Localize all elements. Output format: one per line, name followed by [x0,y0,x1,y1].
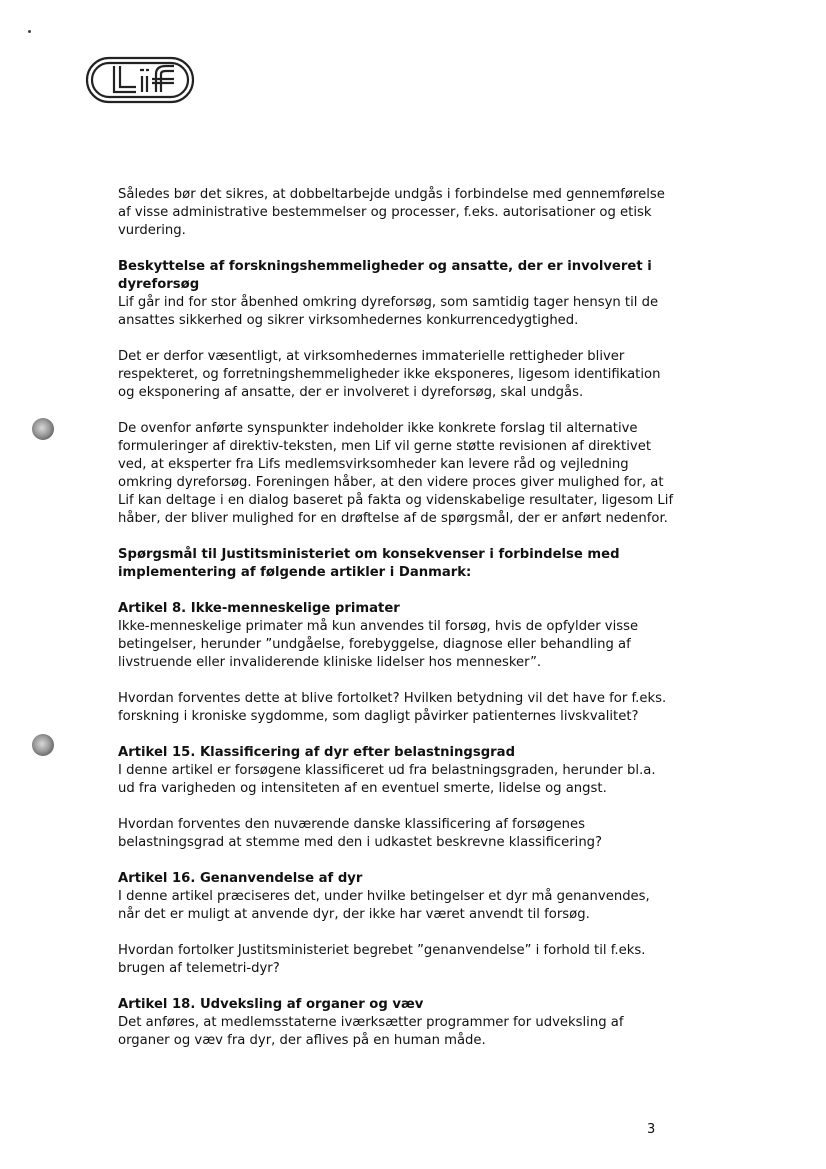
paragraph: Således bør det sikres, at dobbeltarbejde undgås i forbindelse med gennemførelse af visse administrative bestemmelser og processer, f.eks. autorisationer og etisk vurdering. [118,187,665,238]
paragraph: Hvordan forventes den nuværende danske klassificering af forsøgenes belastningsgrad at stemme med den i udkastet beskrevne klassificering? [118,817,603,850]
paragraph: I denne artikel præciseres det, under hvilke betingelser et dyr må genanvendes, når det er muligt at anvende dyr, der ikke har været anvendt til forsøg. [118,889,650,922]
page-number: 3 [647,1122,656,1137]
article-heading: Artikel 18. Udveksling af organer og væv [118,997,424,1012]
article-heading: Artikel 16. Genanvendelse af dyr [118,871,363,886]
article-heading: Artikel 8. Ikke-menneskelige primater [118,601,400,616]
hole-punch-mark [32,418,54,440]
paragraph: Hvordan forventes dette at blive fortolket? Hvilken betydning vil det have for f.eks. forskning i kroniske sygdomme, som dagligt påvirker patienternes livskvalitet? [118,691,667,724]
lif-logo [84,52,196,108]
section-heading: Spørgsmål til Justitsministeriet om konsekvenser i forbindelse med implementering af følgende artikler i Danmark: [118,547,620,580]
section-heading: Beskyttelse af forskningshemmeligheder og ansatte, der er involveret i dyreforsøg [118,259,652,292]
article-heading: Artikel 15. Klassificering af dyr efter belastningsgrad [118,745,516,760]
paragraph: Det anføres, at medlemsstaterne iværksætter programmer for udveksling af organer og væv fra dyr, der aflives på en human måde. [118,1015,624,1048]
document-body [118,186,674,1050]
paragraph: Det er derfor væsentligt, at virksomhedernes immaterielle rettigheder bliver respekteret, og forretningshemmeligheder ikke eksponeres, ligesom identifikation og eksponering af ansatte, der er involveret i dyreforsøg, skal undgås. [118,349,661,400]
paragraph: Hvordan fortolker Justitsministeriet begrebet ”genanvendelse” i forhold til f.eks. brugen af telemetri-dyr? [118,943,646,976]
paragraph: I denne artikel er forsøgene klassificeret ud fra belastningsgraden, herunder bl.a. ud fra varigheden og intensiteten af en eventuel smerte, lidelse og angst. [118,763,656,796]
paragraph: De ovenfor anførte synspunkter indeholder ikke konkrete forslag til alternative formuleringer af direktiv-teksten, men Lif vil gerne støtte revisionen af direktivet ved, at eksperter fra Lifs medlemsvirksomheder kan levere råd og vejledning omkring dyreforsøg. Foreningen håber, at den videre proces giver mulighed for, at Lif kan deltage i en dialog baseret på fakta og videnskabelige resultater, ligesom Lif håber, der bliver mulighed for en drøftelse af de spørgsmål, der er anført nedenfor. [118,421,674,526]
scan-speck [28,30,31,33]
paragraph: Lif går ind for stor åbenhed omkring dyreforsøg, som samtidig tager hensyn til de ansattes sikkerhed og sikrer virksomhedernes konkurrencedygtighed. [118,295,659,328]
paragraph: Ikke-menneskelige primater må kun anvendes til forsøg, hvis de opfylder visse betingelser, herunder ”undgåelse, forebyggelse, diagnose eller behandling af livstruende eller invaliderende kliniske lidelser hos mennesker”. [118,619,639,670]
hole-punch-mark [32,734,54,756]
